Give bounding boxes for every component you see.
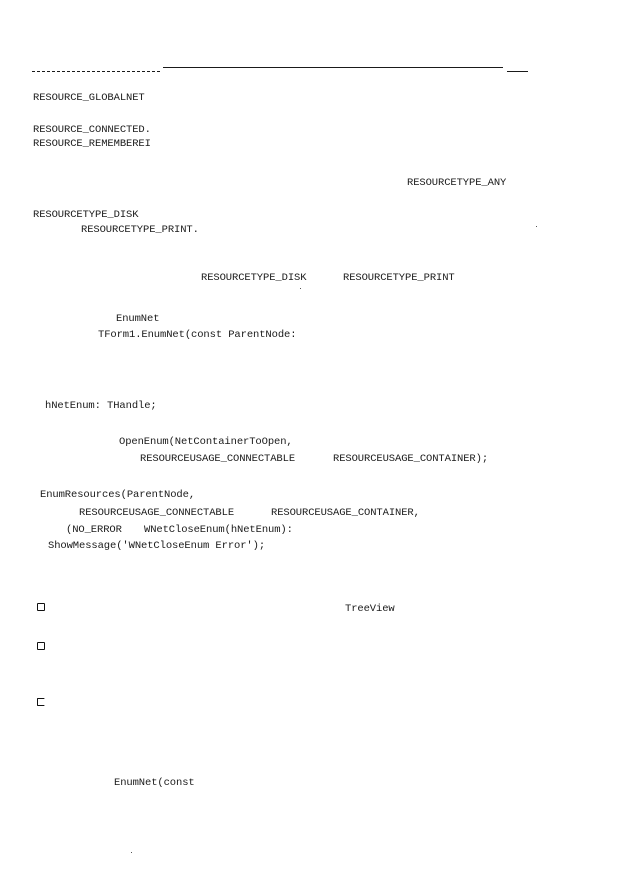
text-line: TreeView <box>345 603 395 615</box>
text-line: RESOURCE_GLOBALNET <box>33 92 145 104</box>
text-line: RESOURCETYPE_DISK <box>33 209 139 221</box>
text-line: (NO_ERROR <box>66 524 122 536</box>
header-rule-right <box>507 71 528 72</box>
text-line: RESOURCETYPE_ANY <box>407 177 507 189</box>
text-line: WNetCloseEnum(hNetEnum): <box>144 524 293 536</box>
text-line: hNetEnum: THandle; <box>45 400 157 412</box>
text-line: TForm1.EnumNet(const ParentNode: <box>98 329 297 341</box>
text-line: EnumResources(ParentNode, <box>40 489 196 501</box>
text-line: EnumNet <box>116 313 160 325</box>
text-line: EnumNet(const <box>114 777 195 789</box>
header-rule-main <box>163 67 503 68</box>
speck <box>131 852 132 853</box>
checkbox-square-icon <box>37 603 45 611</box>
speck <box>536 226 537 227</box>
checkbox-square-icon <box>37 642 45 650</box>
header-rule-left <box>32 71 160 72</box>
text-line: RESOURCEUSAGE_CONNECTABLE <box>79 507 235 519</box>
text-line: OpenEnum(NetContainerToOpen, <box>119 436 293 448</box>
text-line: ShowMessage('WNetCloseEnum Error'); <box>48 540 266 552</box>
text-line: RESOURCE_CONNECTED. <box>33 124 151 136</box>
text-line: RESOURCETYPE_PRINT. <box>81 224 199 236</box>
text-line: RESOURCE_REMEMBEREI <box>33 138 151 150</box>
text-line: RESOURCETYPE_PRINT <box>343 272 455 284</box>
text-line: RESOURCEUSAGE_CONTAINER, <box>271 507 420 519</box>
text-line: RESOURCETYPE_DISK <box>201 272 307 284</box>
speck <box>300 288 301 289</box>
text-line: RESOURCEUSAGE_CONNECTABLE <box>140 453 296 465</box>
text-line: RESOURCEUSAGE_CONTAINER); <box>333 453 489 465</box>
checkbox-square-icon <box>37 698 45 706</box>
